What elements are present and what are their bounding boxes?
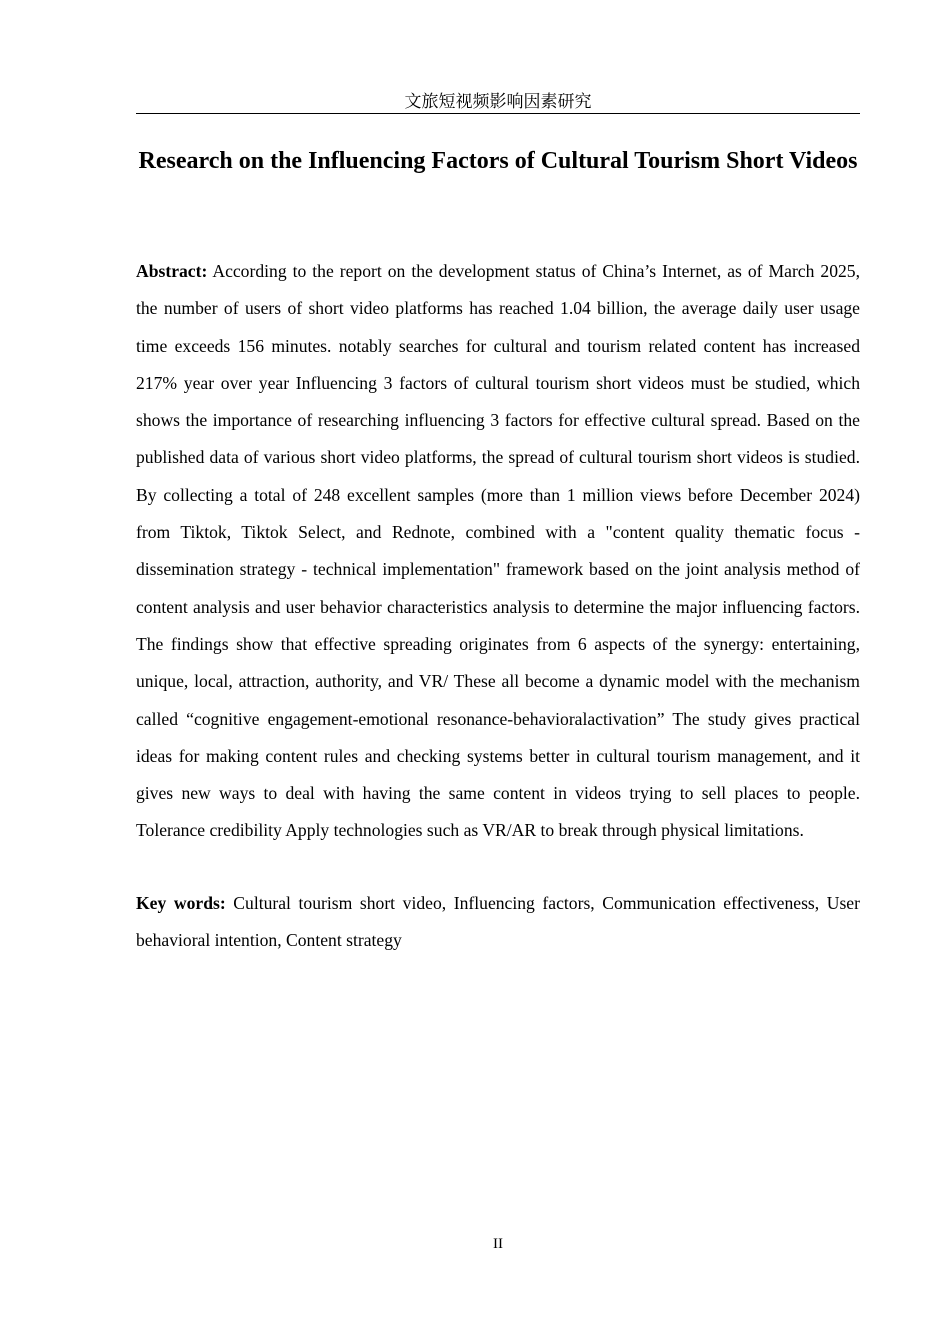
page-number: II — [493, 1236, 503, 1252]
abstract-text: According to the report on the development status of China’s Internet, as of March 2025, the number of users of short video platforms has reached 1.04 billion, the average daily user usage time exceeds 156 minutes. notably searches for cultural and tourism related content has increased 217% year over year Influencing 3 factors of cultural tourism short videos must be studied, which shows the importance of researching influencing 3 factors for effective cultural spread. Based on the published data of various short video platforms, the spread of cultural tourism short videos is studied. By collecting a total of 248 excellent samples (more than 1 million views before December 2024) from Tiktok, Tiktok Select, and Rednote, combined with a "content quality thematic focus - dissemination strategy - technical implementation" framework based on the joint analysis method of content analysis and user behavior characteristics analysis to determine the major influencing factors. The findings show that effective spreading originates from 6 aspects of the synergy: entertaining, unique, local, attraction, authority, and VR/ These all become a dynamic model with the mechanism called “cognitive engagement-emotional resonance-behavioralactivation” The study gives practical ideas for making content rules and checking systems better in cultural tourism management, and it gives new ways to deal with having the same content in videos trying to sell places to people. Tolerance credibility Apply technologies such as VR/AR to break through physical limitations. — [136, 261, 860, 841]
keywords-paragraph — [136, 885, 860, 960]
header-rule — [136, 113, 860, 114]
keywords-label: Key words: — [136, 893, 226, 913]
abstract-label: Abstract: — [136, 261, 208, 281]
paper-title: Research on the Influencing Factors of Cultural Tourism Short Videos — [138, 148, 858, 174]
running-header: 文旅短视频影响因素研究 — [404, 92, 592, 112]
abstract-paragraph — [136, 253, 860, 850]
keywords-text: Cultural tourism short video, Influencing factors, Communication effectiveness, User behavioral intention, Content strategy — [136, 893, 860, 951]
